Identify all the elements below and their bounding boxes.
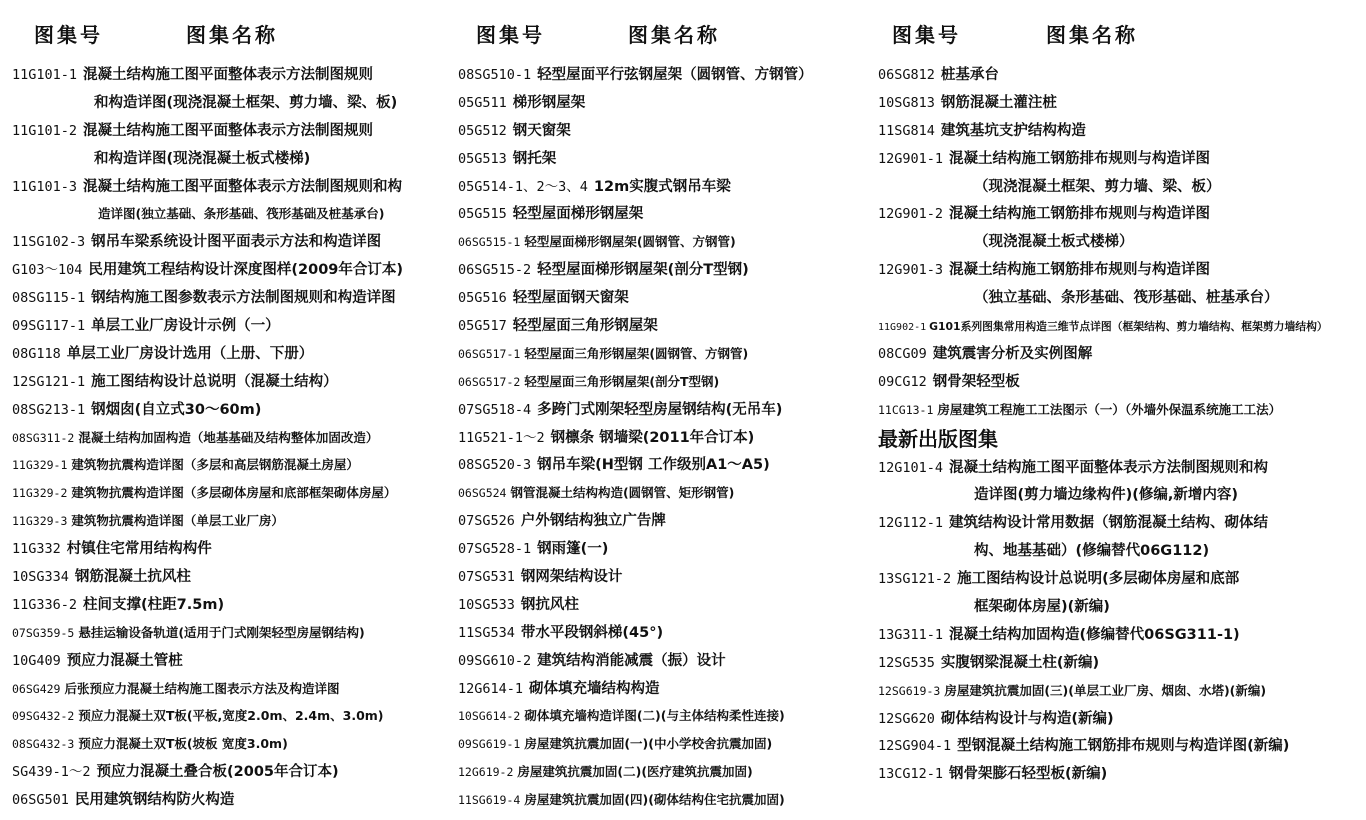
atlas-title: 房屋建筑抗震加固(一)(中小学校舍抗震加固) bbox=[524, 736, 773, 752]
atlas-title: 民用建筑钢结构防火构造 bbox=[74, 792, 235, 809]
atlas-code: 08SG432-3 bbox=[12, 737, 75, 752]
column-3 bbox=[878, 16, 1364, 788]
atlas-code: 09CG12 bbox=[878, 373, 927, 390]
catalog-row-continuation bbox=[878, 481, 1364, 509]
atlas-code: 12SG904-1 bbox=[878, 738, 952, 755]
catalog-row bbox=[458, 451, 876, 479]
atlas-title: 砌体结构设计与构造(新编) bbox=[940, 710, 1114, 727]
atlas-code: 12SG620 bbox=[878, 710, 935, 727]
atlas-code: 12G901-2 bbox=[878, 206, 944, 223]
atlas-title: 造详图(剪力墙边缘构件)(修编,新增内容) bbox=[974, 487, 1239, 504]
atlas-title: 村镇住宅常用结构构件 bbox=[66, 541, 212, 558]
catalog-row bbox=[12, 675, 460, 703]
atlas-title: 钢天窗架 bbox=[512, 122, 571, 139]
header-name-label: 图集名称 bbox=[186, 22, 278, 47]
catalog-row bbox=[878, 368, 1364, 396]
catalog-row bbox=[12, 284, 460, 312]
atlas-code: 11G329-1 bbox=[12, 458, 68, 473]
catalog-row bbox=[12, 312, 460, 340]
catalog-row bbox=[458, 117, 876, 145]
catalog-row bbox=[878, 760, 1364, 788]
catalog-row bbox=[878, 256, 1364, 284]
atlas-title: 造详图(独立基础、条形基础、筏形基础及桩基承台) bbox=[98, 206, 385, 222]
catalog-row bbox=[12, 619, 460, 647]
atlas-code: 11G101-3 bbox=[12, 178, 78, 195]
atlas-title: 轻型屋面平行弦钢屋架（圆钢管、方钢管） bbox=[537, 67, 813, 83]
catalog-row-continuation bbox=[878, 228, 1364, 256]
atlas-code: 07SG518-4 bbox=[458, 401, 532, 418]
atlas-code: 09SG117-1 bbox=[12, 318, 86, 335]
atlas-title: 砌体填充墙构造详图(二)(与主体结构柔性连接) bbox=[524, 708, 785, 724]
atlas-title: 钢檩条 钢墙梁(2011年合订本) bbox=[550, 429, 755, 446]
atlas-title: 单层工业厂房设计选用（上册、下册） bbox=[66, 345, 314, 362]
catalog-row bbox=[458, 647, 876, 675]
atlas-code: 06SG517-2 bbox=[458, 374, 521, 389]
atlas-title: 混凝土结构施工图平面整体表示方法制图规则 bbox=[83, 67, 374, 83]
catalog-row bbox=[458, 730, 876, 758]
catalog-row bbox=[878, 649, 1364, 677]
atlas-code: 13SG121-2 bbox=[878, 571, 952, 588]
catalog-row-continuation bbox=[878, 593, 1364, 621]
catalog-row-continuation bbox=[878, 537, 1364, 565]
catalog-row bbox=[12, 173, 460, 201]
atlas-title: 施工图结构设计总说明（混凝土结构） bbox=[91, 373, 338, 390]
atlas-title: 房屋建筑工程施工工法图示（一）（外墙外保温系统施工工法） bbox=[937, 401, 1282, 417]
atlas-code: 05G514-1、2～3、4 bbox=[458, 178, 588, 195]
atlas-code: 11SG814 bbox=[878, 122, 935, 139]
catalog-row bbox=[458, 284, 876, 312]
atlas-title: 混凝土结构施工钢筋排布规则与构造详图 bbox=[949, 262, 1211, 279]
catalog-row bbox=[458, 340, 876, 368]
catalog-row bbox=[458, 396, 876, 424]
header-name-label: 图集名称 bbox=[628, 22, 720, 47]
atlas-code: 11CG13-1 bbox=[878, 402, 934, 417]
catalog-row-continuation bbox=[878, 173, 1364, 201]
atlas-code: 12G101-4 bbox=[878, 459, 944, 476]
catalog-row bbox=[458, 200, 876, 228]
catalog-row bbox=[458, 563, 876, 591]
atlas-title: 和构造详图(现浇混凝土板式楼梯) bbox=[94, 150, 311, 167]
atlas-title: 钢抗风柱 bbox=[520, 596, 579, 613]
catalog-list bbox=[458, 61, 876, 814]
catalog-row bbox=[878, 61, 1364, 89]
header-name-label: 图集名称 bbox=[1046, 22, 1138, 47]
atlas-title: 房屋建筑抗震加固(三)(单层工业厂房、烟囱、水塔)(新编) bbox=[944, 682, 1267, 698]
atlas-code: 11G336-2 bbox=[12, 596, 78, 613]
catalog-row bbox=[878, 509, 1364, 537]
catalog-row bbox=[458, 424, 876, 452]
atlas-title: 钢骨架轻型板 bbox=[932, 373, 1020, 390]
catalog-row bbox=[12, 758, 460, 786]
catalog-row-continuation bbox=[12, 89, 460, 117]
atlas-code: 12G619-2 bbox=[458, 765, 514, 780]
atlas-code: 06SG515-2 bbox=[458, 262, 532, 279]
atlas-title: 民用建筑工程结构设计深度图样(2009年合订本) bbox=[88, 262, 404, 279]
atlas-title: 带水平段钢斜梯(45°) bbox=[520, 624, 664, 641]
catalog-row bbox=[458, 702, 876, 730]
atlas-title: 悬挂运输设备轨道(适用于门式刚架轻型房屋钢结构) bbox=[78, 624, 365, 640]
atlas-code: 06SG501 bbox=[12, 792, 69, 809]
catalog-row bbox=[458, 368, 876, 396]
atlas-title: 钢托架 bbox=[512, 150, 557, 167]
catalog-row bbox=[12, 396, 460, 424]
atlas-title: 房屋建筑抗震加固(四)(砌体结构住宅抗震加固) bbox=[524, 792, 785, 808]
atlas-title: 建筑震害分析及实例图解 bbox=[932, 345, 1093, 362]
atlas-title: 预应力混凝土双T板(平板,宽度2.0m、2.4m、3.0m) bbox=[78, 708, 384, 724]
atlas-code: 11G329-3 bbox=[12, 514, 68, 529]
atlas-code: 11G101-1 bbox=[12, 67, 78, 83]
catalog-row bbox=[12, 730, 460, 758]
atlas-title: 实腹钢梁混凝土柱(新编) bbox=[940, 654, 1100, 671]
atlas-title: 12m实腹式钢吊车梁 bbox=[593, 178, 731, 195]
catalog-row bbox=[458, 535, 876, 563]
atlas-title: 轻型屋面钢天窗架 bbox=[512, 290, 629, 307]
atlas-title: 桩基承台 bbox=[940, 67, 999, 83]
section-title-new-publications: 最新出版图集 bbox=[878, 426, 998, 451]
catalog-row bbox=[458, 145, 876, 173]
catalog-row bbox=[458, 61, 876, 89]
atlas-title: 混凝土结构加固构造（地基基础及结构整体加固改造） bbox=[78, 429, 379, 445]
atlas-code: 11SG102-3 bbox=[12, 234, 86, 251]
atlas-code: 11G101-2 bbox=[12, 122, 78, 139]
catalog-row bbox=[458, 89, 876, 117]
atlas-code: 09SG610-2 bbox=[458, 652, 532, 669]
catalog-row bbox=[458, 507, 876, 535]
atlas-code: 08SG510-1 bbox=[458, 67, 532, 83]
atlas-title: 钢吊车梁(H型钢 工作级别A1～A5) bbox=[537, 457, 770, 474]
atlas-title: 钢网架结构设计 bbox=[520, 569, 623, 586]
atlas-code: 08SG311-2 bbox=[12, 430, 75, 445]
atlas-title: 施工图结构设计总说明(多层砌体房屋和底部 bbox=[957, 571, 1240, 588]
atlas-code: 07SG531 bbox=[458, 569, 515, 586]
catalog-row bbox=[12, 117, 460, 145]
atlas-title: 多跨门式刚架轻型房屋钢结构(无吊车) bbox=[537, 401, 783, 418]
atlas-title: 轻型屋面三角形钢屋架(圆钢管、方钢管) bbox=[524, 345, 749, 361]
atlas-title: 预应力混凝土双T板(坡板 宽度3.0m) bbox=[78, 736, 288, 752]
catalog-list bbox=[12, 61, 460, 814]
header-code-label: 图集号 bbox=[892, 22, 961, 47]
atlas-title: 建筑基坑支护结构构造 bbox=[940, 122, 1086, 139]
atlas-title: 建筑物抗震构造详图（多层和高层钢筋混凝土房屋） bbox=[71, 457, 359, 473]
atlas-code: 07SG528-1 bbox=[458, 541, 532, 558]
atlas-code: 06SG515-1 bbox=[458, 235, 521, 250]
catalog-row bbox=[878, 200, 1364, 228]
atlas-title: 房屋建筑抗震加固(二)(医疗建筑抗震加固) bbox=[517, 764, 753, 780]
atlas-code: 11G902-1 bbox=[878, 322, 927, 334]
atlas-code: 12SG121-1 bbox=[12, 373, 86, 390]
atlas-code: 12G901-1 bbox=[878, 150, 944, 167]
catalog-row-continuation bbox=[12, 200, 460, 228]
catalog-row bbox=[12, 424, 460, 452]
catalog-row bbox=[12, 647, 460, 675]
atlas-code: 07SG359-5 bbox=[12, 625, 75, 640]
atlas-title: 梯形钢屋架 bbox=[512, 94, 586, 111]
atlas-code: 06SG524 bbox=[458, 486, 507, 501]
atlas-title: 钢雨篷(一) bbox=[537, 541, 609, 558]
atlas-code: 12SG535 bbox=[878, 654, 935, 671]
catalog-row bbox=[878, 117, 1364, 145]
atlas-title: 和构造详图(现浇混凝土框架、剪力墙、梁、板) bbox=[94, 94, 398, 111]
catalog-row bbox=[12, 228, 460, 256]
catalog-row bbox=[458, 312, 876, 340]
catalog-row bbox=[878, 145, 1364, 173]
catalog-row bbox=[878, 340, 1364, 368]
atlas-code: 08G118 bbox=[12, 345, 61, 362]
atlas-title: 型钢混凝土结构施工钢筋排布规则与构造详图(新编) bbox=[957, 738, 1290, 755]
atlas-title: 钢筋混凝土抗风柱 bbox=[74, 569, 191, 586]
catalog-row bbox=[12, 61, 460, 89]
atlas-code: 11SG534 bbox=[458, 624, 515, 641]
catalog-row-continuation bbox=[12, 145, 460, 173]
atlas-title: 预应力混凝土管桩 bbox=[66, 652, 183, 669]
atlas-code: 05G515 bbox=[458, 206, 507, 223]
atlas-title: 构、地基基础）(修编替代06G112) bbox=[974, 543, 1210, 560]
atlas-code: 08CG09 bbox=[878, 345, 927, 362]
atlas-title: 轻型屋面梯形钢屋架(剖分T型钢) bbox=[537, 262, 749, 279]
atlas-title: 建筑物抗震构造详图（单层工业厂房） bbox=[71, 513, 284, 529]
atlas-code: 10SG813 bbox=[878, 94, 935, 111]
column-header bbox=[458, 16, 876, 50]
atlas-code: 05G517 bbox=[458, 318, 507, 335]
atlas-code: 09SG619-1 bbox=[458, 737, 521, 752]
catalog-row bbox=[878, 732, 1364, 760]
catalog-row bbox=[878, 454, 1364, 482]
atlas-title: 单层工业厂房设计示例（一） bbox=[91, 318, 280, 335]
atlas-title: 建筑物抗震构造详图（多层砌体房屋和底部框架砌体房屋） bbox=[71, 485, 397, 501]
column-2 bbox=[458, 16, 876, 814]
atlas-code: 09SG432-2 bbox=[12, 709, 75, 724]
catalog-row bbox=[458, 591, 876, 619]
atlas-code: 11G521-1～2 bbox=[458, 429, 545, 446]
catalog-row bbox=[878, 312, 1364, 340]
atlas-code: 07SG526 bbox=[458, 513, 515, 530]
atlas-code: 05G513 bbox=[458, 150, 507, 167]
catalog-row bbox=[458, 786, 876, 814]
atlas-title: 混凝土结构施工图平面整体表示方法制图规则和构 bbox=[949, 459, 1269, 476]
atlas-code: SG439-1～2 bbox=[12, 764, 91, 781]
atlas-title: 钢骨架膨石轻型板(新编) bbox=[949, 766, 1108, 783]
atlas-code: 12G901-3 bbox=[878, 262, 944, 279]
catalog-row bbox=[458, 256, 876, 284]
atlas-code: 10SG614-2 bbox=[458, 709, 521, 724]
atlas-title: 柱间支撑(柱距7.5m) bbox=[83, 596, 225, 613]
atlas-code: 10SG334 bbox=[12, 569, 69, 586]
atlas-code: 05G512 bbox=[458, 122, 507, 139]
catalog-row bbox=[12, 256, 460, 284]
atlas-code: 11G332 bbox=[12, 541, 61, 558]
atlas-title: 钢管混凝土结构构造(圆钢管、矩形钢管) bbox=[510, 485, 735, 501]
atlas-title: 钢筋混凝土灌注桩 bbox=[940, 94, 1057, 111]
atlas-title: 钢烟囱(自立式30～60m) bbox=[91, 401, 262, 418]
atlas-title: 砌体填充墙结构构造 bbox=[529, 680, 660, 697]
atlas-code: 06SG517-1 bbox=[458, 346, 521, 361]
atlas-code: 05G511 bbox=[458, 94, 507, 111]
catalog-row bbox=[12, 786, 460, 814]
catalog-row bbox=[12, 507, 460, 535]
header-code-label: 图集号 bbox=[476, 22, 545, 47]
catalog-row bbox=[878, 565, 1364, 593]
atlas-title: 框架砌体房屋)(新编) bbox=[974, 599, 1110, 616]
column-header bbox=[12, 16, 460, 50]
atlas-title: 轻型屋面三角形钢屋架 bbox=[512, 318, 658, 335]
catalog-row bbox=[878, 677, 1364, 705]
atlas-title: 钢结构施工图参数表示方法制图规则和构造详图 bbox=[91, 290, 396, 307]
catalog-row bbox=[458, 479, 876, 507]
atlas-code: 05G516 bbox=[458, 290, 507, 307]
atlas-title: 混凝土结构施工钢筋排布规则与构造详图 bbox=[949, 150, 1211, 167]
atlas-title: 混凝土结构加固构造(修编替代06SG311-1) bbox=[949, 626, 1240, 643]
header-code-label: 图集号 bbox=[34, 22, 103, 47]
atlas-code: 10SG533 bbox=[458, 596, 515, 613]
catalog-row bbox=[878, 89, 1364, 117]
catalog-row bbox=[458, 228, 876, 256]
atlas-title: （现浇混凝土板式楼梯） bbox=[974, 234, 1134, 251]
atlas-code: G103～104 bbox=[12, 262, 83, 279]
catalog-row bbox=[458, 619, 876, 647]
catalog-row bbox=[458, 758, 876, 786]
catalog-row bbox=[12, 591, 460, 619]
catalog-row bbox=[12, 479, 460, 507]
atlas-title: 轻型屋面三角形钢屋架(剖分T型钢) bbox=[524, 373, 720, 389]
catalog-row bbox=[878, 621, 1364, 649]
atlas-code: 08SG520-3 bbox=[458, 457, 532, 474]
column-1 bbox=[12, 16, 460, 814]
catalog-row bbox=[458, 675, 876, 703]
atlas-title: 混凝土结构施工图平面整体表示方法制图规则和构 bbox=[83, 178, 403, 195]
atlas-title: 建筑结构设计常用数据（钢筋混凝土结构、砌体结 bbox=[949, 515, 1269, 532]
atlas-title: 户外钢结构独立广告牌 bbox=[520, 513, 666, 530]
catalog-row bbox=[878, 705, 1364, 733]
atlas-title: 后张预应力混凝土结构施工图表示方法及构造详图 bbox=[64, 680, 340, 696]
atlas-title: 混凝土结构施工钢筋排布规则与构造详图 bbox=[949, 206, 1211, 223]
atlas-title: 混凝土结构施工图平面整体表示方法制图规则 bbox=[83, 122, 374, 139]
atlas-code: 13CG12-1 bbox=[878, 766, 944, 783]
atlas-code: 12G112-1 bbox=[878, 515, 944, 532]
catalog-row-continuation bbox=[878, 284, 1364, 312]
atlas-code: 08SG213-1 bbox=[12, 401, 86, 418]
atlas-code: 13G311-1 bbox=[878, 626, 944, 643]
atlas-title: 轻型屋面梯形钢屋架 bbox=[512, 206, 644, 223]
catalog-list bbox=[878, 61, 1364, 424]
column-header bbox=[878, 16, 1364, 50]
atlas-title: 建筑结构消能减震（振）设计 bbox=[537, 652, 726, 669]
atlas-code: 06SG812 bbox=[878, 67, 935, 83]
catalog-row bbox=[458, 173, 876, 201]
catalog-row bbox=[12, 368, 460, 396]
atlas-title: 轻型屋面梯形钢屋架(圆钢管、方钢管) bbox=[524, 234, 736, 250]
atlas-code: 11G329-2 bbox=[12, 486, 68, 501]
catalog-row bbox=[12, 702, 460, 730]
catalog-row bbox=[12, 451, 460, 479]
atlas-code: 12G614-1 bbox=[458, 680, 524, 697]
atlas-code: 12SG619-3 bbox=[878, 683, 941, 698]
atlas-title: G101系列图集常用构造三维节点详图（框架结构、剪力墙结构、框架剪力墙结构） bbox=[929, 320, 1328, 334]
atlas-title: 钢吊车梁系统设计图平面表示方法和构造详图 bbox=[91, 234, 382, 251]
atlas-code: 06SG429 bbox=[12, 681, 61, 696]
atlas-title: 预应力混凝土叠合板(2005年合订本) bbox=[96, 764, 339, 781]
atlas-code: 08SG115-1 bbox=[12, 290, 86, 307]
atlas-title: （独立基础、条形基础、筏形基础、桩基承台） bbox=[974, 290, 1279, 307]
catalog-row bbox=[12, 563, 460, 591]
catalog-row bbox=[12, 535, 460, 563]
catalog-row bbox=[12, 340, 460, 368]
catalog-row bbox=[878, 396, 1364, 424]
atlas-code: 11SG619-4 bbox=[458, 793, 521, 808]
atlas-title: （现浇混凝土框架、剪力墙、梁、板） bbox=[974, 178, 1221, 195]
catalog-list-new bbox=[878, 454, 1364, 789]
atlas-code: 10G409 bbox=[12, 652, 61, 669]
